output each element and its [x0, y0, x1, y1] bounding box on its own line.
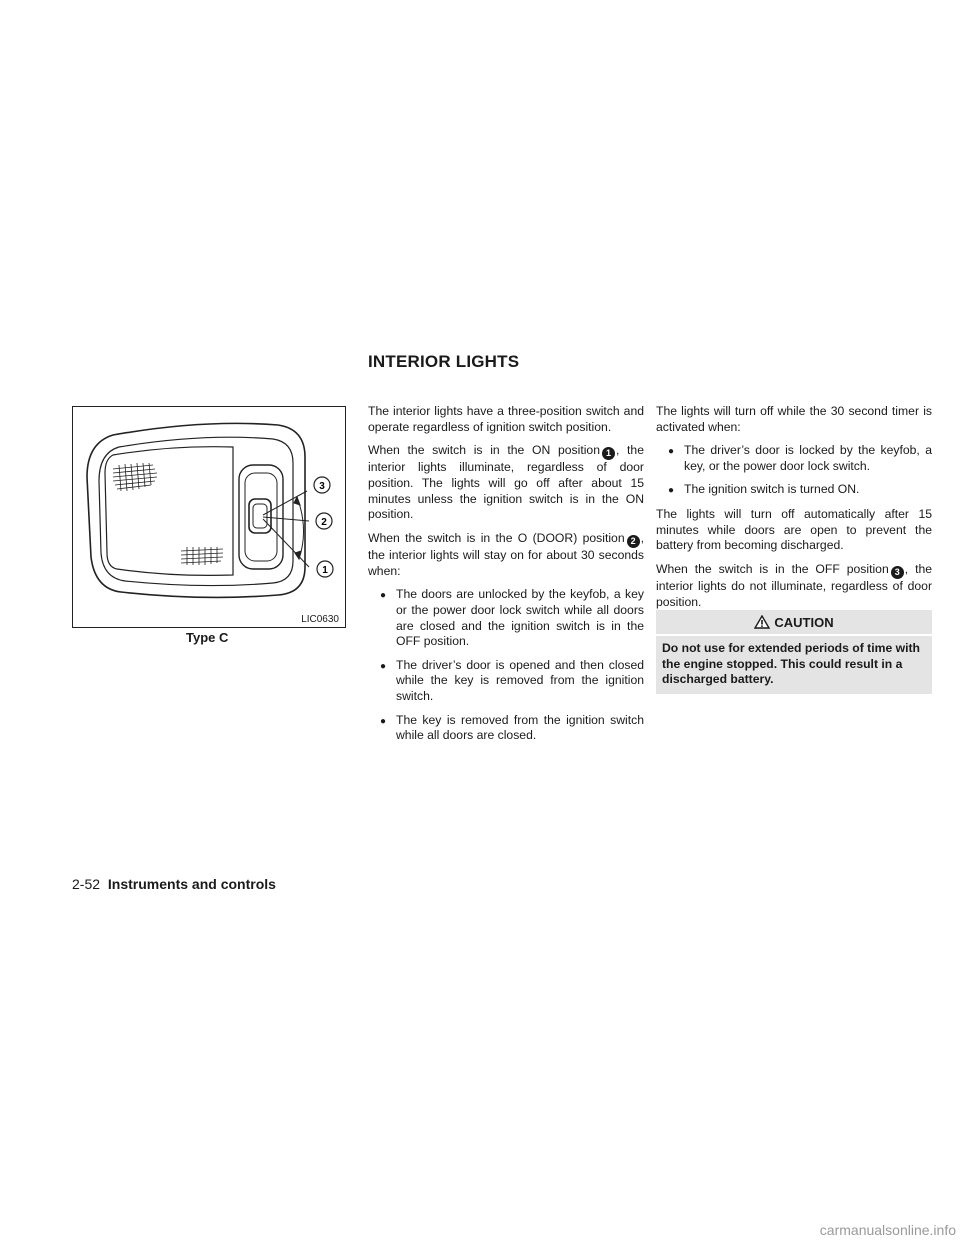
interior-light-diagram	[73, 407, 345, 627]
section-title: INTERIOR LIGHTS	[368, 352, 520, 371]
caution-title: CAUTION	[774, 614, 834, 630]
caution-text: Do not use for extended periods of time with the engine stopped. This could result in a discharged battery.	[662, 641, 920, 687]
text-column-1	[368, 404, 644, 752]
page-footer	[72, 876, 276, 892]
callout-2-ref: 2	[627, 535, 640, 548]
callout-2	[316, 513, 332, 529]
bullet-icon: ●	[380, 715, 387, 727]
paragraph: When the switch is in the ON position 1 , the interior lights illuminate, regardless of door position. The lights will go off after about 15 minutes unless the ignition switch is in the ON position.	[368, 443, 644, 522]
page-number: 2-52	[72, 876, 101, 892]
caution-header	[656, 610, 932, 636]
bullet-icon: ●	[668, 446, 675, 458]
callout-1-ref: 1	[602, 447, 615, 460]
paragraph: When the switch is in the O (DOOR) position 2 , the interior lights will stay on for about 30 seconds when:	[368, 530, 644, 578]
callout-3	[314, 477, 330, 493]
caution-box	[656, 610, 932, 694]
svg-text:3: 3	[319, 481, 325, 492]
figure-interior-light	[72, 406, 346, 628]
svg-text:1: 1	[322, 565, 328, 576]
watermark: carmanualsonline.info	[819, 1222, 956, 1238]
callout-1	[317, 561, 333, 577]
bullet-icon: ●	[668, 485, 675, 497]
list-item: ● The doors are unlocked by the keyfob, a key or the power door lock switch while all doors are closed and the ignition switch is in the OFF position.	[380, 587, 644, 649]
bullet-icon: ●	[380, 590, 387, 602]
paragraph: The lights will turn off while the 30 second timer is activated when:	[656, 404, 932, 434]
bullet-icon: ●	[380, 660, 387, 672]
figure-caption: Type C	[186, 630, 229, 645]
list-item: ● The driver’s door is locked by the keyfob, a key, or the power door lock switch.	[668, 443, 932, 473]
figure-code: LIC0630	[301, 614, 339, 625]
paragraph: The interior lights have a three-position switch and operate regardless of ignition switch position.	[368, 404, 644, 434]
svg-text:2: 2	[321, 517, 327, 528]
list-item: ● The key is removed from the ignition switch while all doors are closed.	[380, 712, 644, 743]
paragraph: When the switch is in the OFF position 3 , the interior lights do not illuminate, regardless of door position.	[656, 561, 933, 609]
list-item: ● The driver’s door is opened and then closed while the key is removed from the ignition switch.	[380, 657, 644, 703]
chapter-title: Instruments and controls	[107, 876, 276, 892]
list-item: ● The ignition switch is turned ON.	[656, 482, 932, 499]
paragraph: The lights will turn off automatically after 15 minutes while doors are open to prevent the battery from becoming discharged.	[656, 506, 932, 553]
text-column-2	[656, 404, 932, 618]
callout-3-ref: 3	[891, 566, 904, 579]
warning-icon	[754, 615, 770, 629]
